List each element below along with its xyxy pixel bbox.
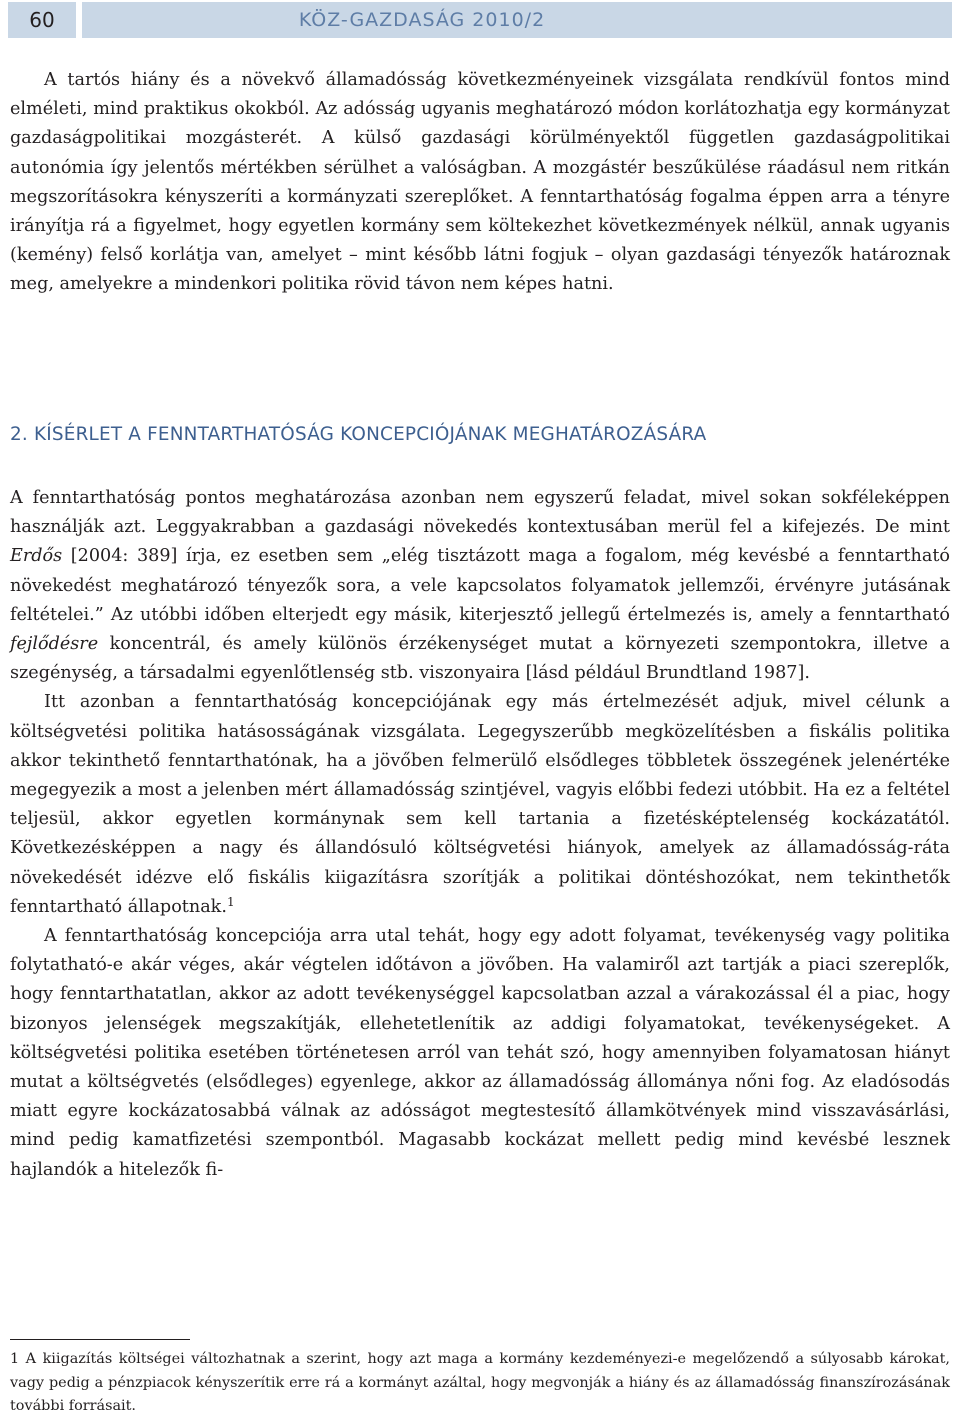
page-number: 60 — [8, 2, 76, 38]
paragraph: A fenntarthatóság koncepciója arra utal tehát, hogy egy adott folyamat, tevékenység vagy politika folytatható-e akár véges, akár végtelen időtávon a jövőben. Ha valamiről azt tartják a piaci szereplők, hogy fenntarthatatlan, akkor az adott tevékenységgel kapcsolatban azzal a várakozással él a piac, hogy bizonyos jelenségek megszakítják, ellehetetlenítik az addigi folyamatokat, tevékenységeket. A költségvetési politika esetében történetesen arról van tehát szó, hogy amennyiben folyamatosan hiányt mutat a költségvetés (elsődleges) egyenlege, akkor az államadósság állománya nőni fog. Az eladósodás miatt egyre kockázatosabbá válnak az adósságot megtestesítő államkötvények mind visszavásárlási, mind pedig kamatfizetési szempontból. Magasabb kockázat mellett pedig mind kevésbé lesznek hajlandók a hitelezők fi- — [10, 926, 950, 1180]
paragraph — [10, 484, 950, 688]
running-head-journal: KÖZ-GAZDASÁG 2010/2 — [82, 2, 952, 38]
text-run: [2004: 389] írja, ez esetben sem „elég tisztázott maga a fogalom, még kevésbé a fenntartható növekedést meghatározó tényezők sora, a vele kapcsolatos folyamatok jellemzői, érvényre jutásának feltételei.” Az utóbbi időben elterjedt egy másik, kiterjesztő jellegű értelmezés is, amely a fenntartható — [10, 546, 950, 625]
author-name: Erdős — [10, 546, 63, 567]
footnote-marker[interactable]: 1 — [226, 894, 235, 909]
text-run: koncentrál, és amely különös érzékenységet mutat a környezeti szempontokra, illetve a szegénység, a társadalmi egyenlőtlenség stb. viszonyaira [lásd például Brundtland 1987]. — [10, 634, 950, 684]
emphasized-term: fejlődésre — [10, 634, 99, 655]
paragraph: A tartós hiány és a növekvő államadósság következményeinek vizsgálata rendkívül fontos mind elméleti, mind praktikus okokból. Az adósság ugyanis meghatározó módon korlátozhatja egy kormányzat gazdaságpolitikai mozgásterét. A külső gazdasági körülményektől független gazdaságpolitikai autonómia így jelentős mértékben sérülhet a valóságban. A mozgástér beszűkülése ráadásul nem ritkán megszorításokra kényszeríti a kormányzati szereplőket. A fenntarthatóság fogalma éppen arra a tényre irányítja rá a figyelmet, hogy egyetlen kormány sem költekezhet következmények nélkül, annak ugyanis (kemény) felső korlátja van, amelyet – mint később látni fogjuk – olyan gazdasági tényezők határoznak meg, amelyekre a mindenkori politika rövid távon nem képes hatni. — [10, 70, 950, 295]
footnote-text: 1 A kiigazítás költségei változhatnak a szerint, hogy azt maga a kormány kezdeményezi-e megelőzendő a súlyosabb károkat, vagy pedig a pénzpiacok kényszerítik erre rá a kormányt azáltal, hogy megvonják a hiány és az államadósság finanszírozásának további forrásait. — [10, 1351, 950, 1415]
text-run: Itt azonban a fenntarthatóság koncepciójának egy más értelmezését adjuk, mivel célunk a költségvetési politika hatásosságának vizsgálata. Legegyszerűbb megközelítésben a fiskális politika akkor tekinthető fenntarthatónak, ha a jövőben felmerülő elsődleges többletek összegének jelenértéke megegyezik a most a jelenben mért államadósság szintjével, vagyis előbbi fedezi utóbbit. Ha ez a feltétel teljesül, akkor egyetlen kormánynak sem kell tartania a fizetésképtelenség kockázatától. Következésképpen a nagy és állandósuló költségvetési hiányok, amelyek az államadósság-ráta növekedését idézve elő fiskális kiigazításra szorítják a politikai döntéshozókat, nem tekinthetők fenntartható állapotnak. — [10, 692, 950, 917]
intro-text — [10, 66, 950, 300]
section-heading: 2. KÍSÉRLET A FENNTARTHATÓSÁG KONCEPCIÓJÁNAK MEGHATÁROZÁSÁRA — [10, 424, 707, 445]
footnote-separator — [10, 1339, 190, 1340]
section-text — [10, 484, 950, 1185]
paragraph — [10, 688, 950, 922]
footnote — [10, 1348, 950, 1419]
text-run: A fenntarthatóság pontos meghatározása azonban nem egyszerű feladat, mivel sokan sokféleképpen használják azt. Leggyakrabban a gazdasági növekedés kontextusában merül fel a kifejezés. De mint — [10, 488, 950, 538]
page-header — [0, 0, 960, 40]
